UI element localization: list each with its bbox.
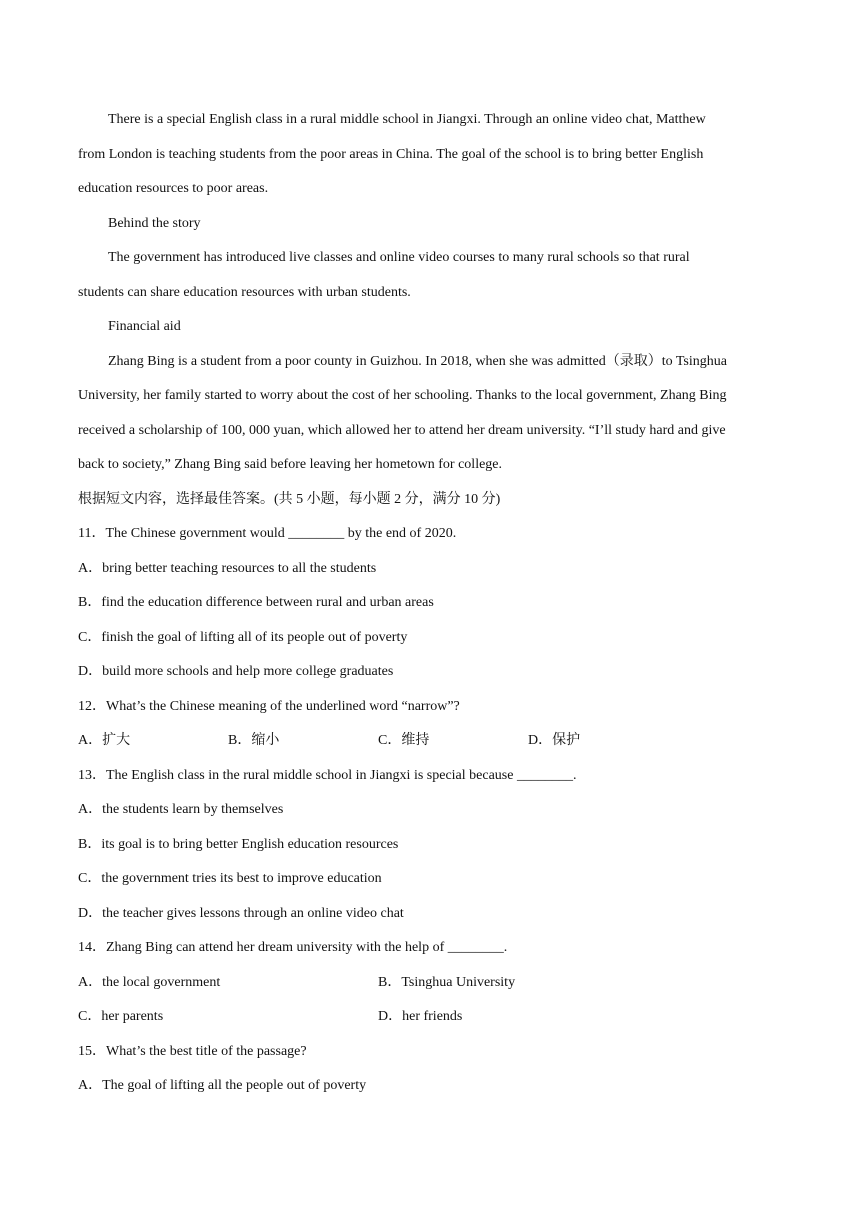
question-12-option-c[interactable]: C．维持 xyxy=(378,733,430,748)
question-11-stem: 11．The Chinese government would ________ by the end of 2020. xyxy=(78,526,457,541)
passage-paragraph-2-line-1: The government has introduced live classes and online video courses to many rural schools so that rural xyxy=(108,250,690,265)
passage-paragraph-3-line-1: Zhang Bing is a student from a poor county in Guizhou. In 2018, when she was admitted（录取）to Tsinghua xyxy=(108,354,727,369)
question-14-option-a[interactable]: A．the local government xyxy=(78,975,221,990)
passage-paragraph-3-line-3: received a scholarship of 100, 000 yuan, which allowed her to attend her dream university. “I’ll study hard and give xyxy=(78,423,726,438)
question-12-option-d[interactable]: D．保护 xyxy=(528,733,581,748)
question-14-option-b[interactable]: B．Tsinghua University xyxy=(378,975,516,990)
passage-paragraph-2-line-2: students can share education resources with urban students. xyxy=(78,285,411,300)
question-14-option-c[interactable]: C．her parents xyxy=(78,1009,164,1024)
question-13-option-c[interactable]: C．the government tries its best to improve education xyxy=(78,871,382,886)
question-13-option-a[interactable]: A．the students learn by themselves xyxy=(78,802,284,817)
question-13-stem: 13．The English class in the rural middle school in Jiangxi is special because ________. xyxy=(78,768,577,783)
question-14-stem: 14．Zhang Bing can attend her dream university with the help of ________. xyxy=(78,940,508,955)
passage-paragraph-3-line-4: back to society,” Zhang Bing said before leaving her hometown for college. xyxy=(78,457,503,472)
section-heading-financial-aid: Financial aid xyxy=(108,319,181,334)
question-11-option-a[interactable]: A．bring better teaching resources to all the students xyxy=(78,561,377,576)
question-11-option-d[interactable]: D．build more schools and help more college graduates xyxy=(78,664,394,679)
question-14-option-d[interactable]: D．her friends xyxy=(378,1009,463,1024)
question-15-stem: 15．What’s the best title of the passage? xyxy=(78,1044,307,1059)
passage-paragraph-1-line-3: education resources to poor areas. xyxy=(78,181,269,196)
question-12-stem: 12．What’s the Chinese meaning of the underlined word “narrow”? xyxy=(78,699,460,714)
question-15-option-a[interactable]: A．The goal of lifting all the people out of poverty xyxy=(78,1078,367,1093)
passage-paragraph-1-line-2: from London is teaching students from the poor areas in China. The goal of the school is to bring better English xyxy=(78,147,704,162)
section-heading-behind-the-story: Behind the story xyxy=(108,216,201,231)
question-12-option-b[interactable]: B．缩小 xyxy=(228,733,280,748)
question-12-option-a[interactable]: A．扩大 xyxy=(78,733,131,748)
question-13-option-b[interactable]: B．its goal is to bring better English education resources xyxy=(78,837,399,852)
question-13-option-d[interactable]: D．the teacher gives lessons through an online video chat xyxy=(78,906,404,921)
passage-paragraph-3-line-2: University, her family started to worry about the cost of her schooling. Thanks to the local government, Zhang Bing xyxy=(78,388,727,403)
instructions: 根据短文内容，选择最佳答案。(共 5 小题，每小题 2 分，满分 10 分) xyxy=(78,492,501,507)
question-11-option-c[interactable]: C．finish the goal of lifting all of its people out of poverty xyxy=(78,630,408,645)
question-11-option-b[interactable]: B．find the education difference between rural and urban areas xyxy=(78,595,434,610)
passage-paragraph-1-line-1: There is a special English class in a rural middle school in Jiangxi. Through an online video chat, Matthew xyxy=(108,112,706,127)
